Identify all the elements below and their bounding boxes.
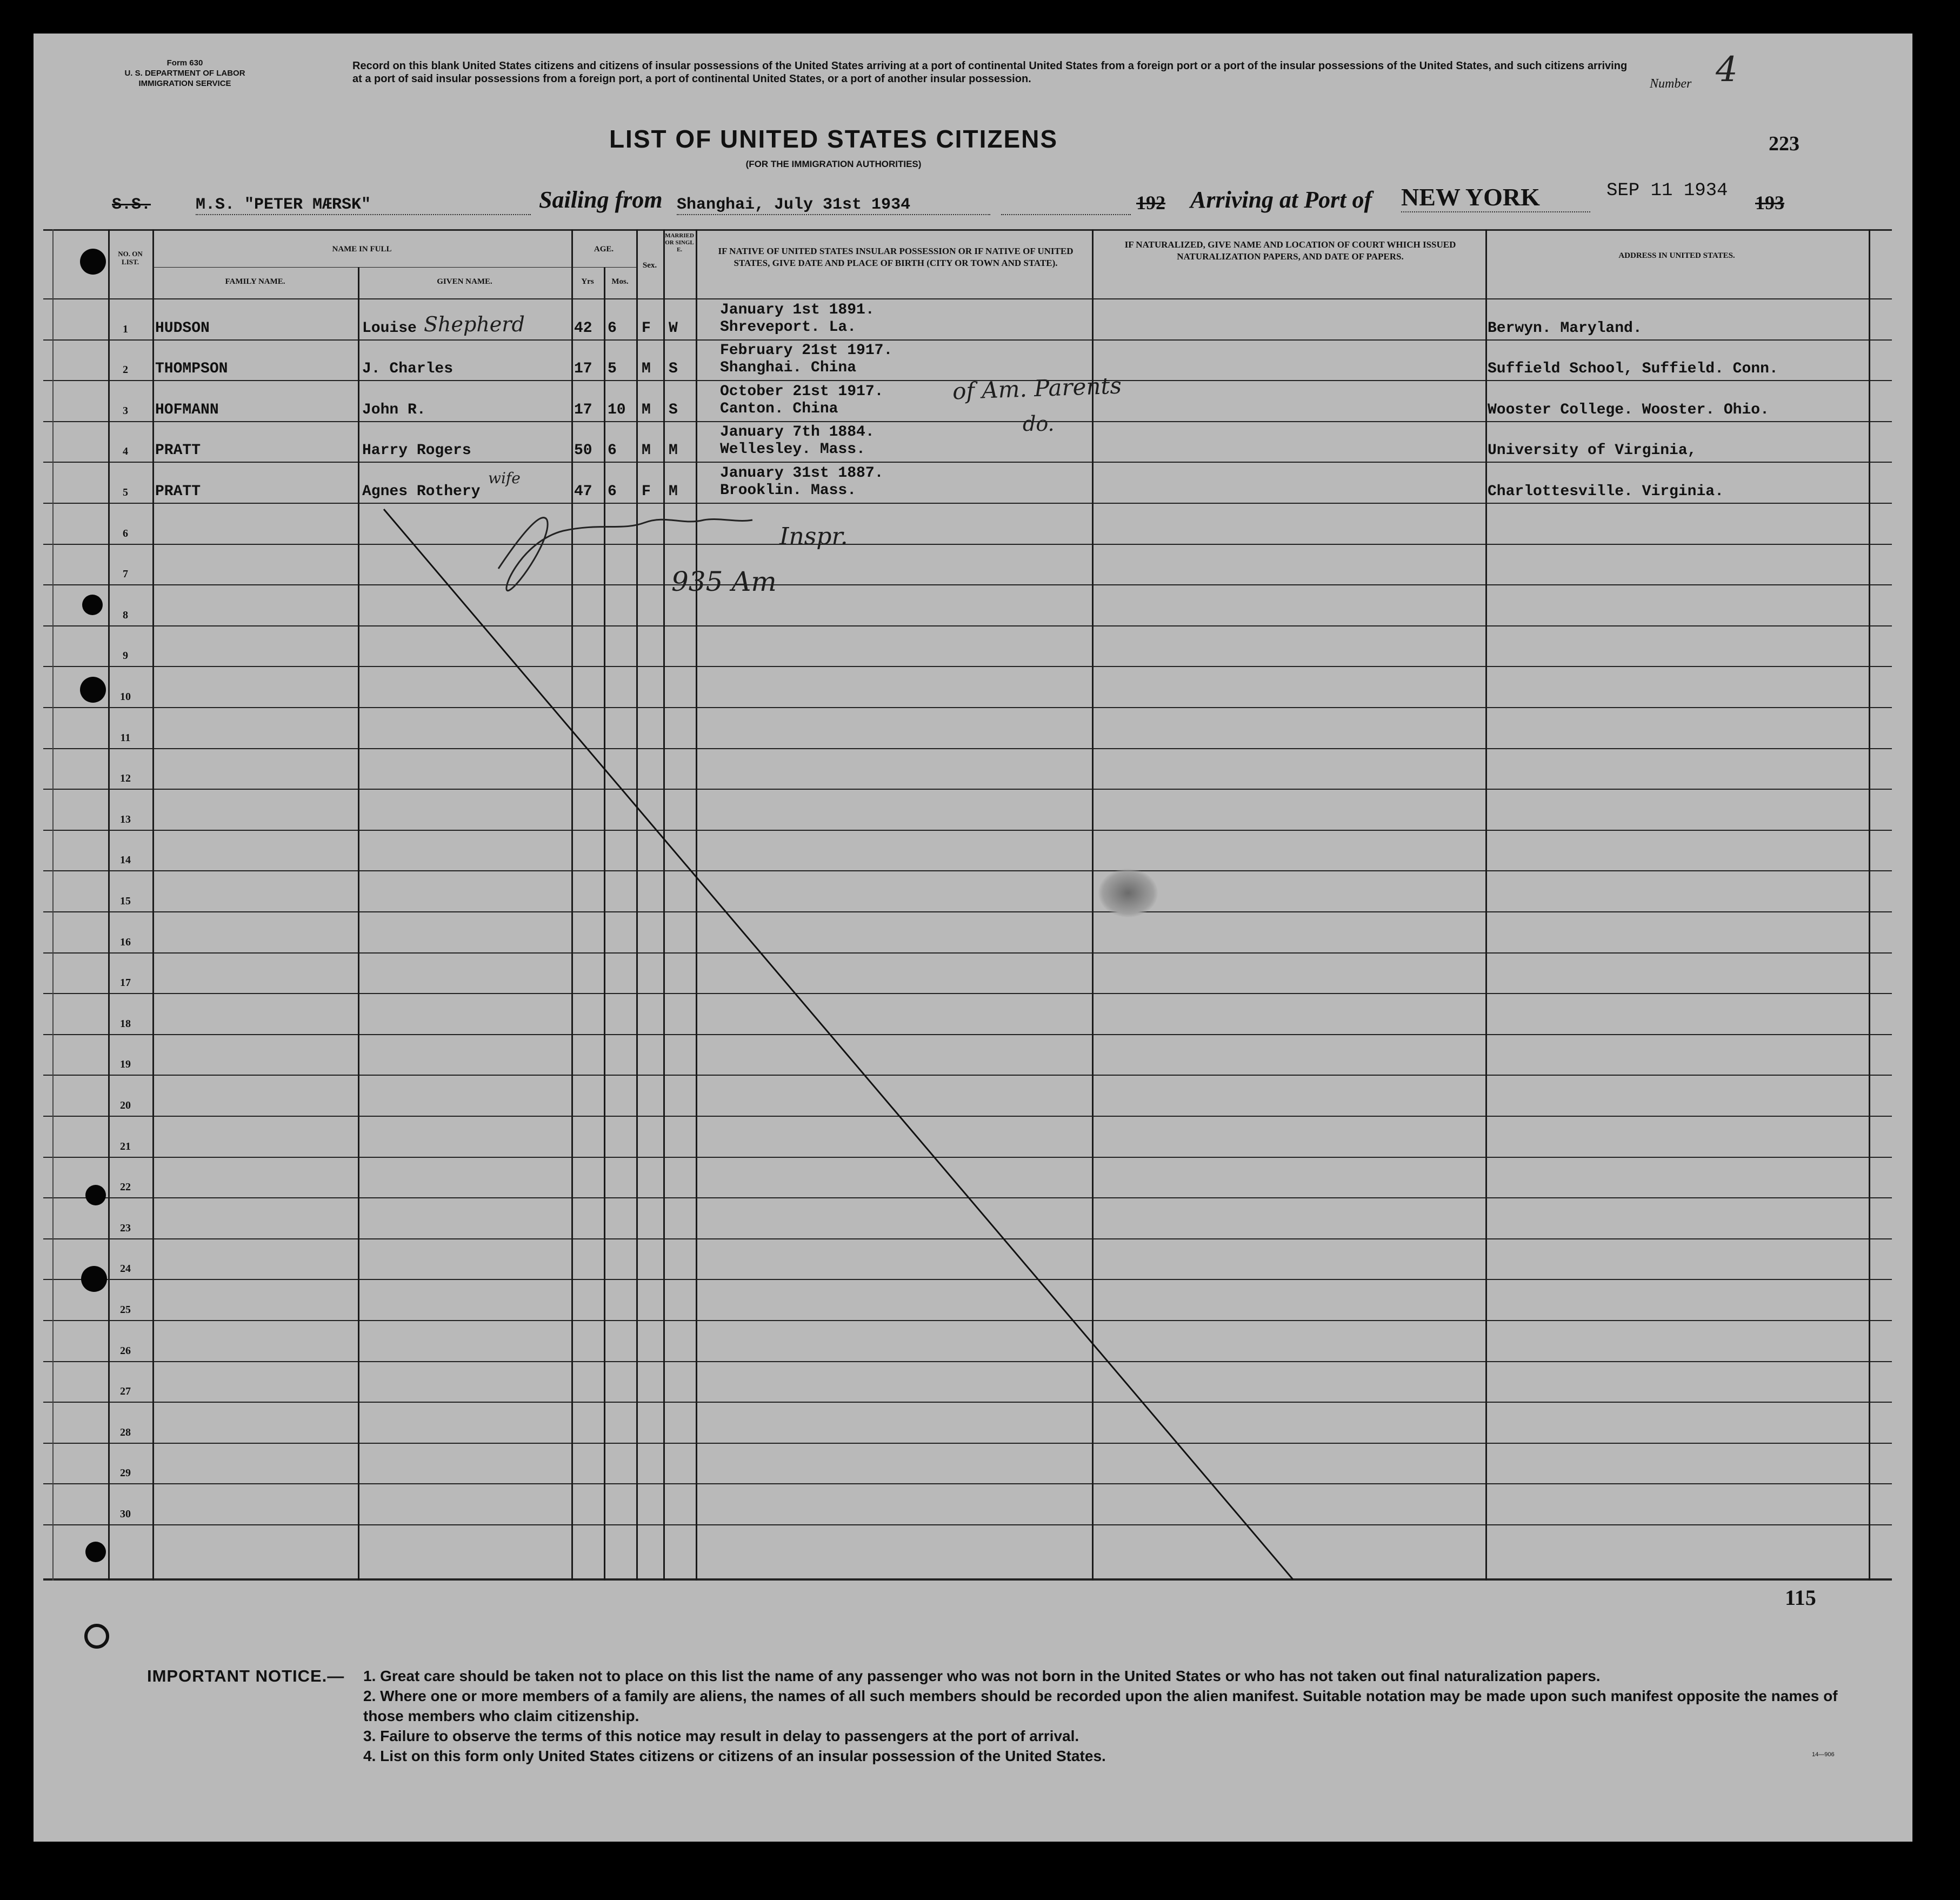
row-number: 14 — [120, 854, 131, 866]
punch-hole — [81, 1266, 107, 1292]
arrival-port: NEW YORK — [1401, 183, 1590, 212]
marital-status-cell: M — [669, 442, 678, 459]
row-number: 10 — [120, 691, 131, 703]
cancellation-line — [384, 509, 1293, 1579]
row-number: 16 — [120, 936, 131, 948]
birth-place-cell: Shanghai. China — [720, 359, 857, 377]
handwritten-time: 935 Am — [671, 566, 777, 597]
form-title: LIST OF UNITED STATES CITIZENS — [609, 125, 1058, 153]
header-given-name: GIVEN NAME. — [437, 277, 492, 286]
row-number: 29 — [120, 1467, 131, 1479]
row-number: 18 — [120, 1017, 131, 1030]
age-years-cell: 50 — [574, 442, 592, 459]
paper-smudge — [1098, 869, 1158, 917]
row-number: 19 — [120, 1058, 131, 1071]
cancellation-marks — [34, 34, 1912, 1842]
birth-place-cell: Wellesley. Mass. — [720, 441, 865, 458]
marital-status-cell: M — [669, 483, 678, 500]
header-married-single: MARRIED OR SINGLE. — [665, 232, 694, 253]
header-naturalized: IF NATURALIZED, GIVE NAME AND LOCATION OF COURT WHICH ISSUED NATURALIZATION PAPERS, AND DATE OF PAPERS. — [1124, 239, 1456, 262]
birth-place-cell: Brooklin. Mass. — [720, 482, 857, 499]
row-number: 24 — [120, 1263, 131, 1275]
row-number: 9 — [123, 650, 128, 662]
row-number: 15 — [120, 895, 131, 907]
notice-heading: IMPORTANT NOTICE.— — [147, 1666, 345, 1685]
row-number: 25 — [120, 1304, 131, 1316]
sex-cell: M — [642, 361, 651, 378]
notice-item-3: 3. Failure to observe the terms of this notice may result in delay to passengers at the port of arrival. — [363, 1728, 1079, 1744]
header-native-birth: IF NATIVE OF UNITED STATES INSULAR POSSESSION OR IF NATIVE OF UNITED STATES, GIVE DATE AND PLACE OF BIRTH (CITY OR TOWN AND STATE). — [718, 246, 1074, 268]
row-number: 1 — [123, 323, 128, 335]
header-yrs: Yrs — [581, 277, 594, 286]
birth-date-cell: February 21st 1917. — [720, 342, 893, 359]
department-name: U. S. DEPARTMENT OF LABOR — [124, 69, 245, 78]
punch-hole — [80, 249, 106, 275]
address-cell: Wooster College. Wooster. Ohio. — [1488, 401, 1769, 418]
row-number: 11 — [120, 731, 131, 744]
age-months-cell: 10 — [608, 401, 626, 418]
family-name-cell: HOFMANN — [155, 401, 219, 418]
birth-place-cell: Shreveport. La. — [720, 318, 857, 336]
punch-hole — [85, 1185, 106, 1205]
header-no-on-list: NO. ON LIST. — [118, 250, 143, 266]
age-years-cell: 17 — [574, 361, 592, 378]
row-number: 5 — [123, 486, 128, 498]
header-age: AGE. — [594, 245, 614, 254]
family-name-cell: PRATT — [155, 483, 201, 500]
notice-item-1: 1. Great care should be taken not to place on this list the name of any passenger who was not born in the United States or who has not taken out final naturalization papers. — [363, 1668, 1601, 1684]
birth-date-cell: January 1st 1891. — [720, 301, 875, 318]
age-years-cell: 47 — [574, 483, 592, 500]
service-name: IMMIGRATION SERVICE — [138, 79, 231, 88]
row-number: 3 — [123, 404, 128, 417]
sex-cell: F — [642, 483, 651, 500]
manifest-sheet — [34, 34, 1912, 1842]
family-name-cell: THOMPSON — [155, 361, 228, 378]
row-number: 30 — [120, 1508, 131, 1520]
sailing-label: Sailing from — [539, 186, 663, 213]
row-number: 22 — [120, 1181, 131, 1194]
birth-date-cell: January 31st 1887. — [720, 465, 884, 482]
notice-item — [147, 1726, 1877, 1746]
year-prefix-1: 192 — [1136, 192, 1165, 214]
header-mos: Mos. — [611, 277, 629, 286]
marital-status-cell: S — [669, 361, 678, 378]
handwritten-given-name-note: Shepherd — [424, 312, 525, 336]
header-name-in-full: NAME IN FULL — [332, 245, 392, 254]
year-prefix-2: 193 — [1755, 192, 1784, 214]
notice-item — [147, 1746, 1877, 1766]
row-number: 23 — [120, 1222, 131, 1234]
birth-place-cell: Canton. China — [720, 400, 838, 417]
header-address: ADDRESS IN UNITED STATES. — [1618, 251, 1735, 260]
address-cell: University of Virginia, — [1488, 442, 1697, 459]
age-years-cell: 42 — [574, 319, 592, 337]
age-months-cell: 6 — [608, 319, 617, 337]
footer-number: 115 — [1785, 1585, 1816, 1610]
row-number: 13 — [120, 813, 131, 825]
punch-hole — [85, 1542, 106, 1562]
family-name-cell: HUDSON — [155, 319, 210, 337]
sex-cell: F — [642, 319, 651, 337]
print-code: 14—906 — [1812, 1751, 1835, 1758]
page-number: 223 — [1769, 132, 1799, 155]
birth-date-cell: January 7th 1884. — [720, 424, 875, 441]
row-number: 8 — [123, 609, 128, 621]
number-label: Number — [1650, 77, 1692, 91]
form-number: Form 630 — [166, 58, 203, 68]
row-number: 4 — [123, 445, 128, 458]
row-number: 17 — [120, 977, 131, 989]
form-subtitle: (FOR THE IMMIGRATION AUTHORITIES) — [745, 159, 922, 169]
handwritten-given-name-note: wife — [488, 469, 521, 487]
family-name-cell: PRATT — [155, 442, 201, 459]
row-number: 27 — [120, 1385, 131, 1398]
row-number: 28 — [120, 1426, 131, 1438]
sailing-from: Shanghai, July 31st 1934 — [677, 196, 990, 215]
notice-item-2: 2. Where one or more members of a family are aliens, the names of all such members should be recorded upon the alien manifest. Suitable notation may be made upon such manifest opposite the names of those members who claim citizenship. — [363, 1688, 1838, 1724]
important-notice — [147, 1666, 1877, 1766]
handwritten-ditto: do. — [1023, 412, 1055, 436]
header-sex: Sex. — [642, 261, 657, 270]
address-cell: Charlottesville. Virginia. — [1488, 483, 1724, 500]
age-months-cell: 6 — [608, 442, 617, 459]
row-number: 20 — [120, 1099, 131, 1111]
age-months-cell: 5 — [608, 361, 617, 378]
age-months-cell: 6 — [608, 483, 617, 500]
address-cell: Suffield School, Suffield. Conn. — [1488, 361, 1778, 378]
sex-cell: M — [642, 401, 651, 418]
row-number: 6 — [123, 527, 128, 539]
marital-status-cell: S — [669, 401, 678, 418]
form-instruction: Record on this blank United States citizens and citizens of insular possessions of the United States arriving at a port of continental United States from a foreign port or a port of the insular possessions of the United States, and such citizens arriving at a port of said insular possessions from a foreign port, a port of continental United States, or a port of another insular possession. — [352, 60, 1628, 85]
handwritten-american-parents: of Am. Parents — [952, 372, 1122, 405]
given-name-cell: Agnes Rothery — [362, 483, 481, 500]
address-cell: Berwyn. Maryland. — [1488, 319, 1642, 337]
row-number: 21 — [120, 1140, 131, 1152]
marital-status-cell: W — [669, 319, 678, 337]
list-number: 4 — [1716, 50, 1738, 90]
row-number: 2 — [123, 364, 128, 376]
header-family-name: FAMILY NAME. — [225, 277, 285, 286]
punch-hole — [80, 677, 106, 703]
given-name-cell: Louise — [362, 319, 417, 337]
arrival-date-stamp: SEP 11 1934 — [1606, 181, 1728, 201]
punch-hole — [82, 595, 103, 615]
notice-item — [147, 1686, 1877, 1726]
row-number: 7 — [123, 568, 128, 581]
age-years-cell: 17 — [574, 401, 592, 418]
row-number: 26 — [120, 1344, 131, 1357]
inspector-signature — [498, 518, 752, 591]
notice-item — [147, 1666, 1877, 1686]
row-number: 12 — [120, 772, 131, 785]
sex-cell: M — [642, 442, 651, 459]
punch-hole-ring — [84, 1624, 109, 1649]
notice-item-4: 4. List on this form only United States citizens or citizens of an insular possession of the United States. — [363, 1748, 1106, 1764]
handwritten-inspector: Inspr. — [779, 523, 848, 550]
vessel-name: M.S. "PETER MÆRSK" — [196, 196, 531, 215]
given-name-cell: Harry Rogers — [362, 442, 471, 459]
vessel-prefix: S.S. — [112, 196, 151, 214]
given-name-cell: John R. — [362, 401, 426, 418]
arriving-label: Arriving at Port of — [1190, 186, 1372, 213]
given-name-cell: J. Charles — [362, 361, 454, 378]
birth-date-cell: October 21st 1917. — [720, 383, 884, 400]
